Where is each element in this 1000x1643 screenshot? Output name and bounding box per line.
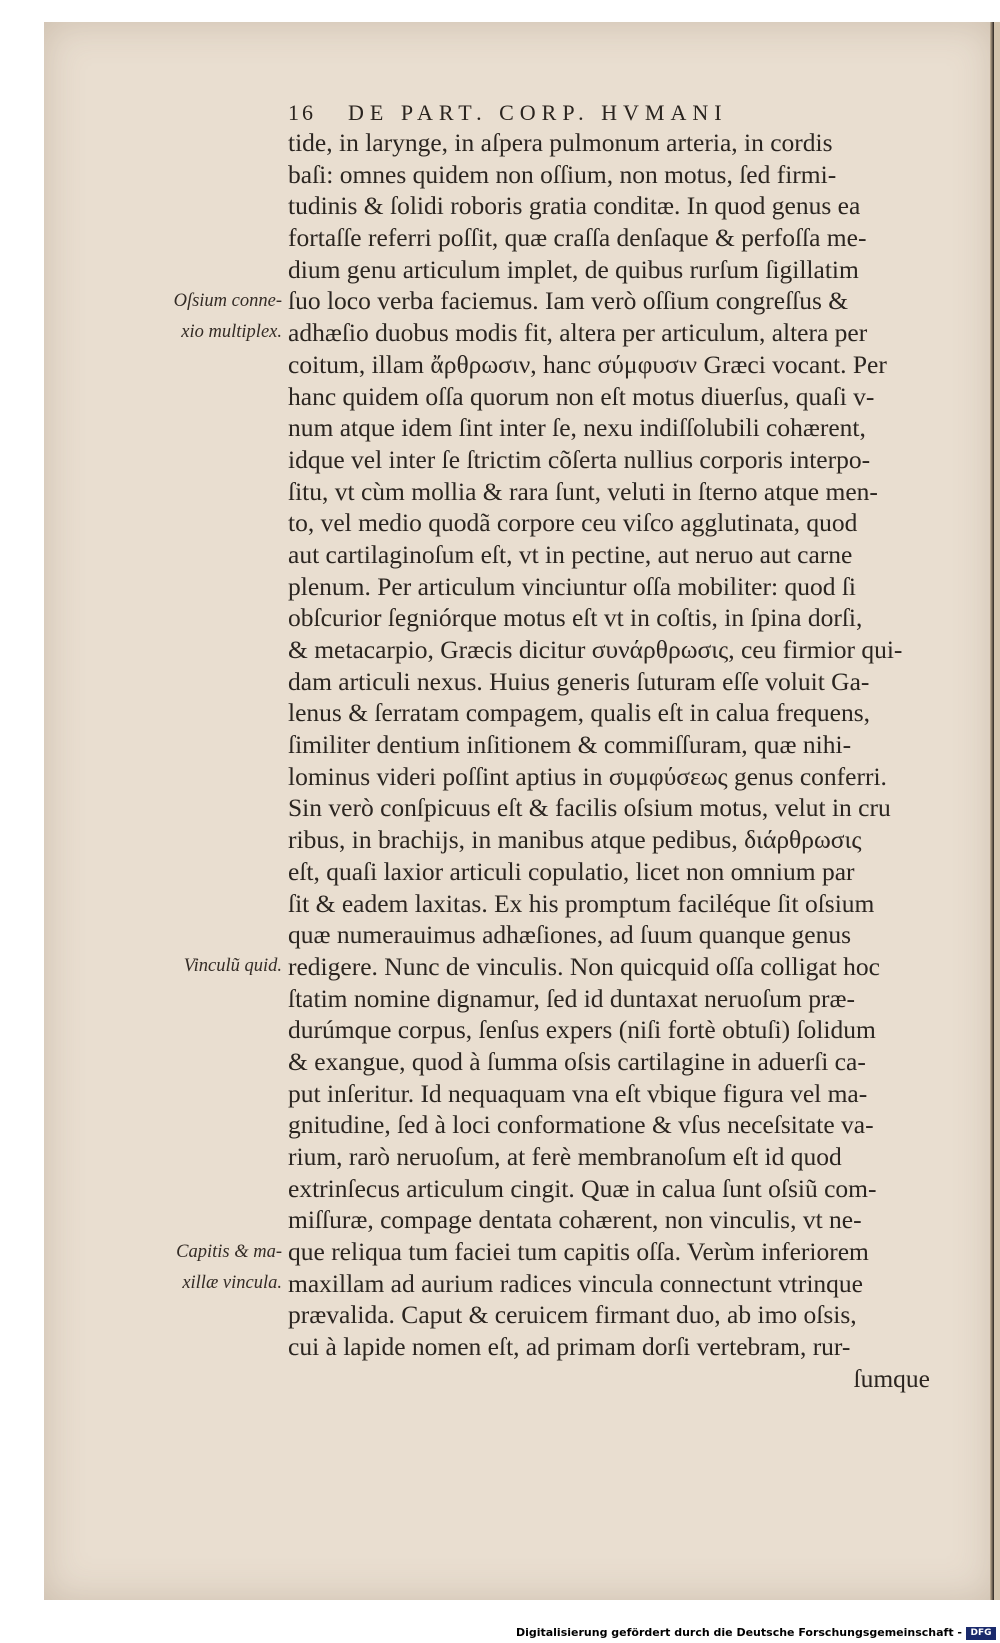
text-line: rium, rarò neruoſum, at ferè membranoſum eſt id quod — [288, 1142, 842, 1171]
text-line: que reliqua tum faciei tum capitis oſſa. Verùm inferiorem — [288, 1237, 869, 1267]
margin-note: xillæ vincula. — [182, 1273, 282, 1294]
text-line: lenus & ſerratam compagem, qualis eſt in calua frequens, — [288, 698, 871, 728]
margin-note: Oſsium conne- — [173, 290, 282, 311]
text-line: put inſeritur. Id nequaquam vna eſt vbique figura vel ma- — [288, 1078, 868, 1108]
text-line: obſcurior ſegniórque motus eſt vt in coſtis, in ſpina dorſi, — [288, 603, 863, 633]
text-line: idque vel inter ſe ſtrictim cõſerta nullius corporis interpo- — [288, 444, 871, 474]
text-line: ſit & eadem laxitas. Ex his promptum faciléque ſit oſsium — [288, 888, 875, 918]
text-line: cui à lapide nomen eſt, ad primam dorſi vertebram, rur- — [288, 1332, 851, 1362]
text-line: miſſuræ, compage dentata cohærent, non vinculis, vt ne- — [288, 1205, 862, 1235]
text-line: quæ numerauimus adhæſiones, ad ſuum quanque genus — [288, 920, 852, 950]
text-line: dium genu articulum implet, de quibus rurſum ſigillatim — [288, 254, 859, 284]
digitization-footer — [0, 1625, 1000, 1643]
text-line: ſimiliter dentium inſitionem & commiſſuram, quæ nihi- — [288, 730, 852, 760]
text-line: ſitu, vt cùm mollia & rara ſunt, veluti in ſterno atque men- — [288, 476, 878, 506]
text-line: gnitudine, ſed à loci conformatione & vſus neceſsitate va- — [288, 1110, 874, 1140]
text-line: ſumque — [853, 1363, 930, 1393]
text-line: tudinis & ſolidi roboris gratia conditæ. In quod genus ea — [288, 191, 861, 221]
text-line: hanc quidem oſſa quorum non eſt motus diuerſus, quaſi v- — [288, 381, 875, 411]
text-line: prævalida. Caput & ceruicem firmant duo, ab imo oſsis, — [288, 1300, 857, 1330]
text-line: ſuo loco verba faciemus. Iam verò oſſium congreſſus & — [288, 286, 849, 316]
text-line: dam articuli nexus. Huius generis ſuturam eſſe voluit Ga- — [288, 666, 870, 696]
text-line: eſt, quaſi laxior articuli copulatio, licet non omnium par — [288, 856, 855, 886]
text-line: adhæſio duobus modis fit, altera per articulum, altera per — [288, 318, 868, 348]
text-line: plenum. Per articulum vinciuntur oſſa mobiliter: quod ſi — [288, 571, 856, 601]
text-line: to, vel medio quodã corpore ceu viſco agglutinata, quod — [288, 508, 858, 538]
text-line: aut cartilaginoſum eſt, vt in pectine, aut neruo aut carne — [288, 539, 853, 569]
text-line: durúmque corpus, ſenſus expers (niſi fortè obtuſi) ſolidum — [288, 1015, 876, 1045]
footer-credit: Digitalisierung gefördert durch die Deutsche Forschungsgemeinschaft - — [515, 1626, 962, 1639]
text-line: & exangue, quod à ſumma oſsis cartilagine in aduerſi ca- — [288, 1046, 866, 1076]
text-line: tide, in larynge, in aſpera pulmonum arteria, in cordis — [288, 128, 833, 157]
text-line: redigere. Nunc de vinculis. Non quicquid oſſa colligat hoc — [288, 951, 881, 981]
margin-note: Vinculũ quid. — [183, 956, 282, 977]
text-line: ſtatim nomine dignamur, ſed id duntaxat neruoſum præ- — [288, 983, 855, 1013]
margin-note: Capitis & ma- — [176, 1241, 282, 1262]
main-text-block — [288, 127, 938, 1395]
page-number: 16 — [288, 100, 316, 125]
text-line: num atque idem ſint inter ſe, nexu indiſſolubili cohærent, — [288, 413, 866, 443]
text-line: fortaſſe referri poſſit, quæ craſſa denſaque & perfoſſa me- — [288, 223, 867, 253]
text-line: & metacarpio, Græcis dicitur συνάρθρωσις, ceu firmior qui- — [288, 635, 903, 664]
text-line: extrinſecus articulum cingit. Quæ in calua ſunt oſsiũ com- — [288, 1173, 877, 1203]
running-title: DE PART. CORP. HVMANI — [348, 100, 728, 125]
dfg-logo: DFG — [966, 1627, 996, 1640]
text-line: baſi: omnes quidem non oſſium, non motus, ſed firmi- — [288, 159, 837, 189]
page-edge — [990, 22, 994, 1600]
text-line: lominus videri poſſint aptius in συμφύσεως genus conferri. — [288, 761, 887, 791]
text-line: ribus, in brachijs, in manibus atque pedibus, διάρθρωσις — [288, 825, 862, 855]
margin-note: xio multiplex. — [181, 322, 282, 343]
text-line: coitum, illam ἄρθρωσιν, hanc σύμφυσιν Græci vocant. Per — [288, 349, 887, 379]
text-line: Sin verò conſpicuus eſt & facilis oſsium motus, velut in cru — [288, 793, 891, 823]
text-line: maxillam ad aurium radices vincula connectunt vtrinque — [288, 1268, 863, 1298]
